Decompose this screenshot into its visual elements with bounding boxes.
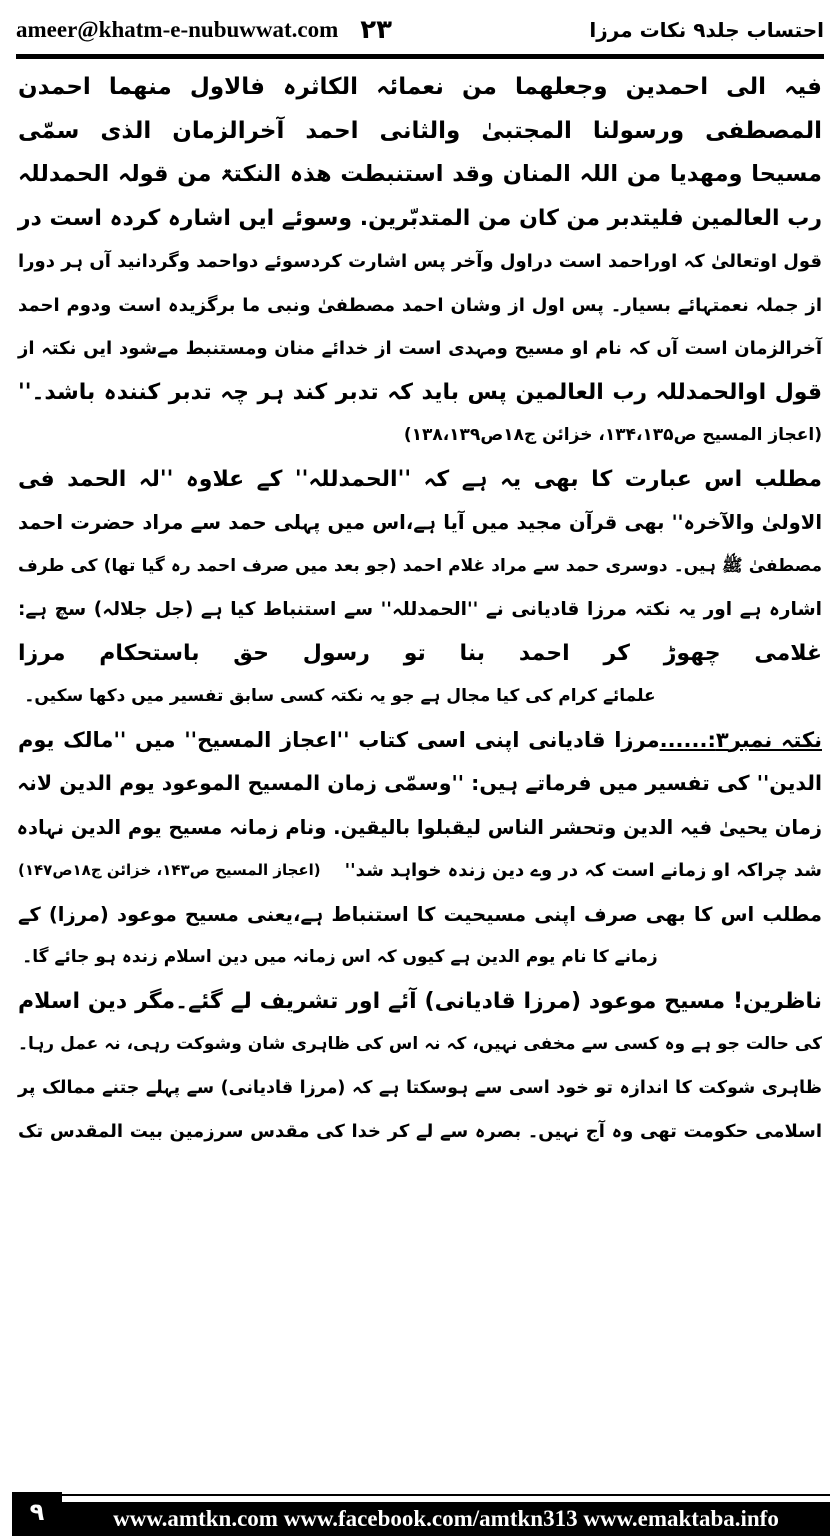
page-number: ۲۳ — [360, 15, 393, 45]
text-line: ناظرین! مسیح موعود (مرزا قادیانی) آئے اور تشریف لے گئے۔مگر دین اسلام — [18, 988, 822, 1014]
page-header — [16, 10, 824, 50]
footer-divider — [62, 1494, 830, 1496]
text-line: کی حالت جو ہے وہ کسی سے مخفی نہیں، کہ نہ اس کی ظاہری شان وشوکت رہی، نہ عمل رہا۔ — [18, 1034, 822, 1054]
section-heading: نکتہ نمبر۳:...... — [659, 727, 822, 752]
text-line: مسیحا ومھدیا من اللہ المنان وقد استنبطت ھذہ النکتۃ من قولہ الحمدللہ — [18, 161, 822, 187]
volume-number: ۹ — [12, 1492, 62, 1536]
text-line: غلامی چھوڑ کر احمد بنا تو رسول حق باستحکام مرزا — [18, 640, 822, 666]
text-line-content: شد چراکہ او زمانے است کہ در وے دین زندہ خواہد شد'' — [344, 860, 822, 881]
page-body — [18, 66, 822, 1154]
text-line: اشارہ ہے اور یہ نکتہ مرزا قادیانی نے ''الحمدللہ'' سے استنباط کیا ہے (جل جلالہ) سچ ہے: — [18, 599, 822, 620]
text-line: زمانے کا نام یوم الدین ہے کیوں کہ اس زمانہ میں دین اسلام زندہ ہو جائے گا۔ — [22, 947, 658, 967]
text-line: المصطفی ورسولنا المجتبیٰ والثانی احمد آخرالزمان الذی سمّی — [18, 117, 822, 144]
citation: (اعجاز المسیح ص۱۴۳، خزائن ج۱۸ص۱۴۷) — [18, 861, 321, 879]
text-line: قول اوتعالیٰ کہ اوراحمد است دراول وآخر پس اشارت کردسوئے دواحمد وگردانید آں ہر دورا — [18, 251, 822, 272]
text-line: مطلب اس عبارت کا بھی یہ ہے کہ ''الحمدللہ'' کے علاوہ ''لہ الحمد فی — [18, 466, 822, 492]
text-line: ظاہری شوکت کا اندازہ تو خود اسی سے ہوسکتا ہے کہ (مرزا قادیانی) سے پہلے جتنے ممالک پر — [18, 1077, 822, 1098]
text-line: فیہ الی احمدین وجعلھما من نعمائہ الکاثرہ فالاول منھما احمدن — [18, 74, 822, 100]
text-line: علمائے کرام کی کیا مجال ہے جو یہ نکتہ کسی سابق تفسیر میں دکھا سکیں۔ — [24, 686, 656, 706]
text-line: آخرالزمان است آں کہ نام او مسیح ومہدی است از خدائے منان ومستنبط مےشود ایں نکتہ از — [18, 338, 822, 359]
header-divider — [16, 54, 824, 59]
text-line — [18, 719, 822, 763]
text-line: مصطفیٰ ﷺ ہیں۔ دوسری حمد سے مراد غلام احمد (جو بعد میں صرف احمد رہ گیا تھا) کی طرف — [18, 555, 822, 576]
text-line: قول اوالحمدللہ رب العالمین پس باید کہ تدبر کند ہر چہ تدبر کنندہ باشد۔'' — [18, 379, 822, 405]
text-line: زمان یحییٰ فیہ الدین وتحشر الناس لیقبلوا بالیقین. ونام زمانہ مسیح یوم الدین نہادہ — [16, 815, 822, 839]
text-line — [18, 849, 822, 893]
page-footer — [0, 1492, 840, 1540]
text-line: رب العالمین فلیتدبر من کان من المتدبّرین. وسوئے ایں اشارہ کردہ است در — [17, 205, 822, 231]
text-line: الدین'' کی تفسیر میں فرماتے ہیں: ''وسمّی زمان المسیح الموعود یوم الدین لانہ — [17, 771, 822, 795]
header-email: ameer@khatm-e-nubuwwat.com — [16, 17, 339, 42]
book-title: احتساب جلد۹ نکات مرزا — [589, 18, 824, 42]
citation: (اعجاز المسیح ص۱۳۴،۱۳۵، خزائن ج۱۸ص۱۳۸،۱۳۹) — [403, 425, 822, 445]
text-line: الاولیٰ والآخرہ'' بھی قرآن مجید میں آیا ہے،اس میں پہلی حمد سے مراد حضرت احمد — [18, 511, 822, 534]
text-line: از جملہ نعمتہائے بسیار۔ پس اول از وشان احمد مصطفیٰ ونبی ما برگزیدہ است ودوم احمد — [18, 294, 822, 316]
text-line-content: مرزا قادیانی اپنی اسی کتاب ''اعجاز المسیح'' میں ''مالک یوم — [18, 727, 660, 752]
footer-links: www.amtkn.com www.facebook.com/amtkn313 www.emaktaba.info — [62, 1502, 830, 1536]
text-line: مطلب اس کا بھی صرف اپنی مسیحیت کا استنباط ہے،یعنی مسیح موعود (مرزا) کے — [18, 902, 822, 926]
text-line: اسلامی حکومت تھی وہ آج نہیں۔ بصرہ سے لے کر خدا کی مقدس سرزمین بیت المقدس تک — [18, 1121, 822, 1142]
